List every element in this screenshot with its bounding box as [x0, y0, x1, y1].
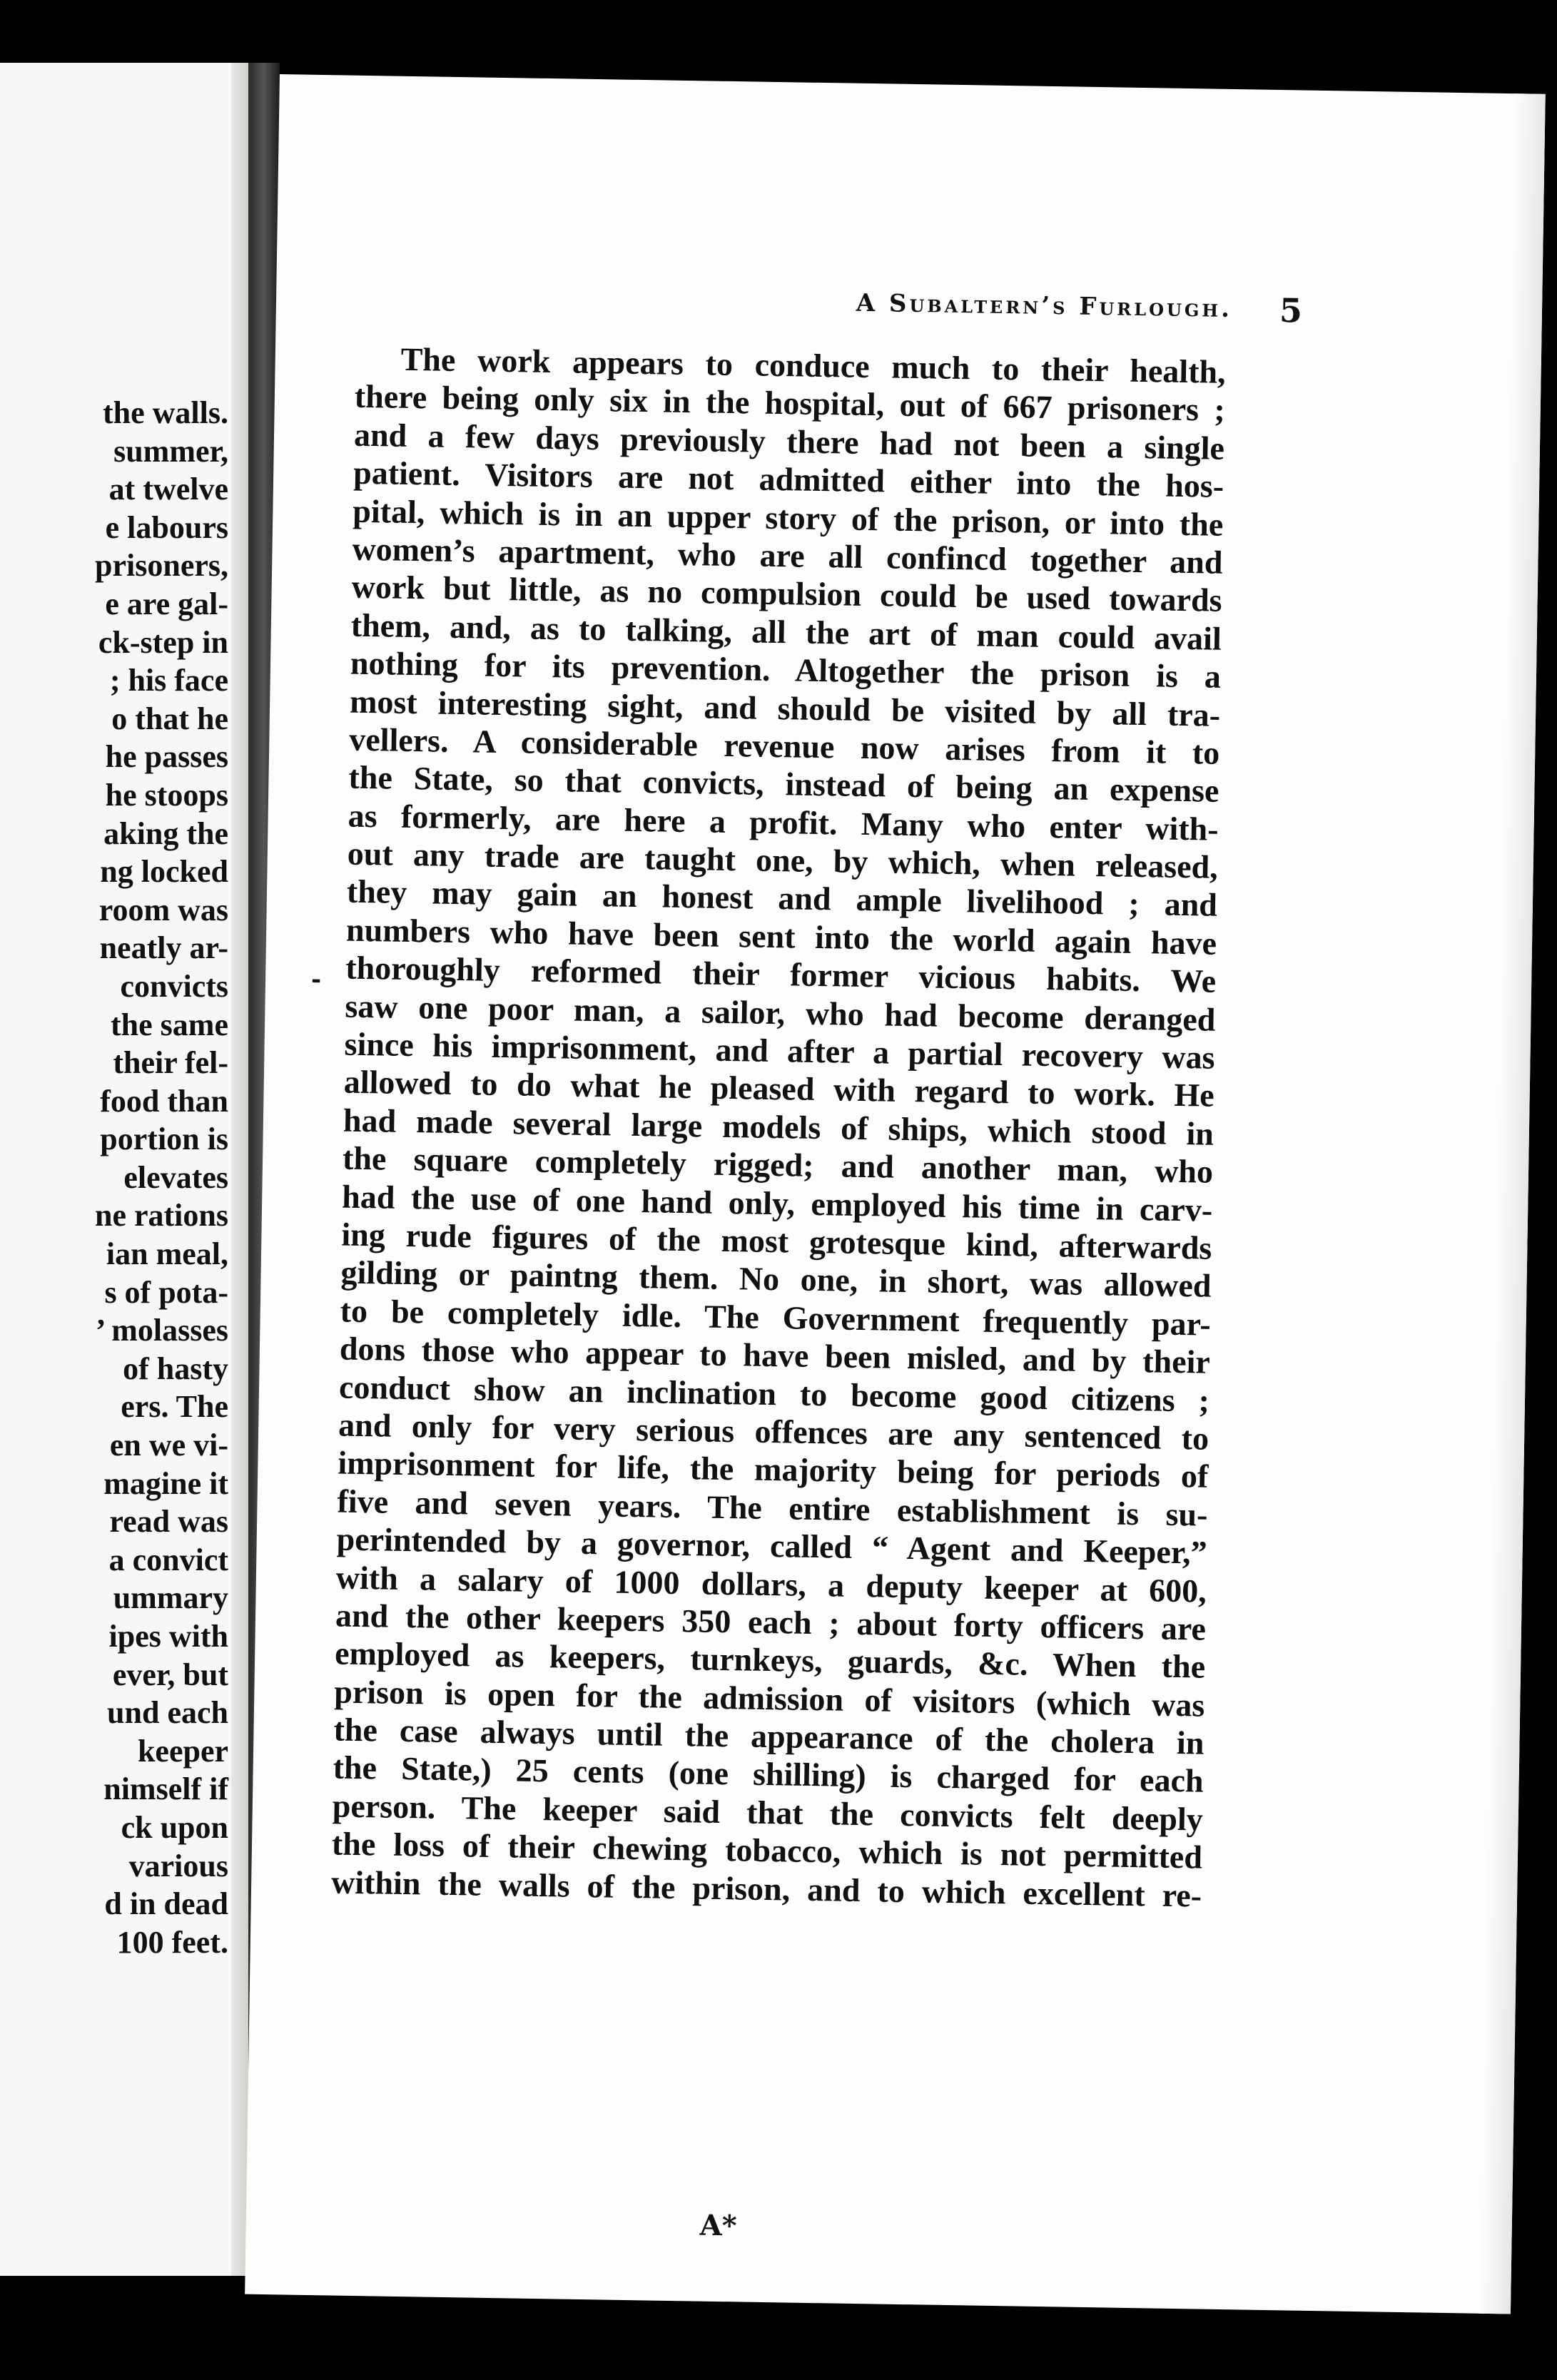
- left-page-line: ever, but: [112, 1657, 228, 1692]
- left-page-line: o that he: [111, 701, 228, 736]
- left-page-line: he stoops: [105, 777, 228, 813]
- left-page-line: room was: [98, 892, 228, 927]
- text-line: out any trade are taught one, by which, when released,: [347, 835, 1219, 885]
- page-number: 5: [1279, 291, 1303, 330]
- left-page-line: read was: [109, 1504, 228, 1540]
- text-line: women’s apartment, who are all confincd together and: [352, 530, 1223, 581]
- left-page-line: elevates: [123, 1159, 228, 1195]
- text-line: had the use of one hand only, employed his time in carv-: [341, 1178, 1213, 1229]
- text-line: The work appears to conduce much to their health,: [400, 340, 1227, 390]
- left-page-line: ; his face: [109, 663, 228, 698]
- left-page-line: ’ molasses: [95, 1313, 228, 1348]
- left-page-line: ers. The: [121, 1389, 228, 1425]
- left-page-line: ck upon: [121, 1809, 228, 1845]
- text-line: prison is open for the admission of visitors (which was: [334, 1673, 1205, 1724]
- text-line: the State, so that convicts, instead of being an expense: [348, 758, 1219, 810]
- text-line: with a salary of 1000 dollars, a deputy keeper at 600,: [335, 1559, 1207, 1609]
- left-page-line: keeper: [129, 1733, 228, 1769]
- text-line: thoroughly reformed their former vicious habits. We: [345, 949, 1217, 1000]
- text-line: and a few days previously there had not been a single: [353, 416, 1225, 467]
- text-line: since his imprisonment, and after a partial recovery was: [344, 1025, 1215, 1076]
- left-page-line: the same: [111, 1007, 228, 1042]
- text-line: the square completely rigged; and another man, who: [342, 1139, 1214, 1190]
- text-line: they may gain an honest and ample livelihood ; and: [346, 873, 1218, 924]
- body-text: [331, 340, 1226, 1915]
- left-page-text-fragments: [95, 394, 228, 1961]
- left-page-line: a convict: [108, 1542, 228, 1577]
- text-line: had made several large models of ships, which stood in: [343, 1102, 1214, 1152]
- left-page-line: nimself if: [103, 1771, 228, 1807]
- text-line: imprisonment for life, the majority being for periods of: [338, 1444, 1209, 1495]
- left-page-line: en we vi-: [109, 1428, 228, 1463]
- left-page-line: food than: [100, 1083, 228, 1119]
- text-line: there being only six in the hospital, out of 667 prisoners ;: [354, 378, 1226, 429]
- left-page-line: prisoners,: [95, 548, 228, 584]
- left-page-line: neatly ar-: [99, 930, 228, 966]
- left-page-line: d in dead: [104, 1886, 228, 1922]
- text-line: within the walls of the prison, and to which excellent re-: [330, 1863, 1202, 1914]
- signature-mark: A*: [699, 2208, 738, 2243]
- right-page: [245, 74, 1546, 2314]
- text-line: perintended by a governor, called “ Agent and Keeper,”: [336, 1520, 1208, 1571]
- left-page-gutter-shadow: [231, 63, 248, 2276]
- left-page-line: summer,: [106, 433, 228, 469]
- text-line: patient. Visitors are not admitted either into the hos-: [353, 454, 1224, 505]
- left-page-line: their fel-: [113, 1045, 228, 1081]
- text-line: them, and, as to talking, all the art of man could avail: [350, 606, 1222, 657]
- text-line: the case always until the appearance of the cholera in: [333, 1711, 1204, 1761]
- text-line: five and seven years. The entire establishment is su-: [337, 1483, 1208, 1533]
- left-facing-page: [0, 63, 250, 2276]
- left-page-line: various: [121, 1848, 228, 1883]
- running-head: A Subaltern’s Furlough.: [856, 288, 1233, 324]
- text-line: dons those who appear to have been misled, and by their: [339, 1330, 1211, 1380]
- text-line: the loss of their chewing tobacco, which is not permitted: [331, 1825, 1203, 1876]
- left-page-line: convicts: [112, 968, 228, 1004]
- text-line: numbers who have been sent into the world again have: [345, 911, 1217, 962]
- left-page-line: 100 feet.: [116, 1924, 228, 1960]
- text-line: employed as keepers, turnkeys, guards, &c. When the: [334, 1634, 1206, 1685]
- right-page-edge-shadow: [1479, 93, 1546, 2314]
- left-page-line: aking the: [103, 815, 228, 851]
- margin-mark: -: [310, 965, 322, 995]
- text-line: vellers. A considerable revenue now arises from it to: [348, 721, 1220, 771]
- left-page-line: ck-step in: [98, 624, 228, 660]
- left-page-line: s of pota-: [104, 1274, 228, 1310]
- left-page-line: ian meal,: [106, 1236, 228, 1272]
- text-line: to be completely idle. The Government frequently par-: [340, 1292, 1212, 1343]
- text-line: saw one poor man, a sailor, who had become deranged: [345, 987, 1216, 1038]
- text-line: as formerly, are here a profit. Many who enter with-: [348, 797, 1219, 848]
- left-page-line: magine it: [103, 1465, 228, 1501]
- left-page-line: ummary: [113, 1580, 228, 1616]
- text-line: conduct show an inclination to become good citizens ;: [338, 1368, 1210, 1419]
- text-line: allowed to do what he pleased with regard to work. He: [343, 1064, 1215, 1114]
- text-line: and only for very serious offences are any sentenced to: [338, 1406, 1209, 1457]
- text-line: work but little, as no compulsion could be used towards: [351, 569, 1222, 619]
- left-page-line: ne rations: [95, 1198, 228, 1234]
- left-page-line: he passes: [105, 739, 228, 775]
- text-line: most interesting sight, and should be visited by all tra-: [349, 683, 1221, 733]
- left-page-line: ipes with: [108, 1619, 228, 1654]
- left-page-line: portion is: [100, 1122, 228, 1157]
- text-line: person. The keeper said that the convicts felt deeply: [332, 1787, 1204, 1838]
- text-line: ing rude figures of the most grotesque kind, afterwards: [341, 1216, 1212, 1266]
- left-page-line: und each: [107, 1695, 228, 1731]
- left-page-line: e labours: [105, 509, 228, 545]
- text-line: the State,) 25 cents (one shilling) is charged for each: [333, 1749, 1204, 1800]
- left-page-line: ng locked: [100, 854, 228, 890]
- text-line: gilding or paintng them. No one, in short, was allowed: [340, 1253, 1212, 1305]
- left-page-line: at twelve: [108, 472, 228, 507]
- text-line: and the other keepers 350 each ; about forty officers are: [335, 1597, 1207, 1647]
- left-page-line: the walls.: [103, 395, 228, 430]
- left-page-line: e are gal-: [105, 586, 228, 621]
- text-line: nothing for its prevention. Altogether the prison is a: [350, 644, 1222, 695]
- text-line: pital, which is in an upper story of the prison, or into the: [353, 492, 1224, 543]
- left-page-line: of hasty: [123, 1351, 228, 1386]
